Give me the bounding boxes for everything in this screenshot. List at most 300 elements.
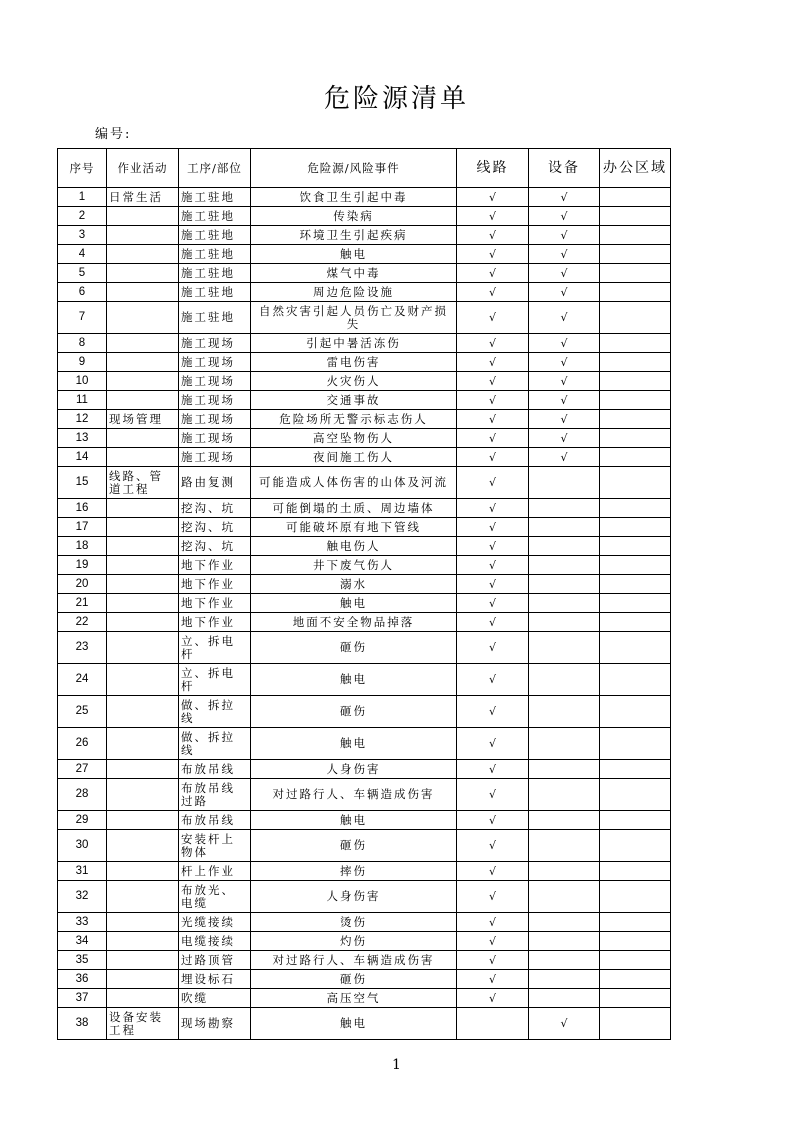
hazard-cell: 传染病: [251, 207, 457, 226]
activity-cell: [107, 448, 179, 467]
hazard-cell: 饮食卫生引起中毒: [251, 188, 457, 207]
table-row: [58, 264, 671, 283]
line-check: √: [457, 632, 529, 664]
row-number: 31: [58, 862, 107, 881]
equipment-check: [529, 537, 600, 556]
row-number: 5: [58, 264, 107, 283]
row-number: 23: [58, 632, 107, 664]
line-check: √: [457, 575, 529, 594]
process-cell: 施工现场: [179, 372, 251, 391]
activity-cell: [107, 245, 179, 264]
hazard-cell: 周边危险设施: [251, 283, 457, 302]
activity-cell: [107, 283, 179, 302]
equipment-check: [529, 467, 600, 499]
line-check: √: [457, 448, 529, 467]
office-check: [600, 518, 671, 537]
table-row: [58, 830, 671, 862]
activity-cell: [107, 556, 179, 575]
hazard-cell: 火灾伤人: [251, 372, 457, 391]
equipment-check: [529, 862, 600, 881]
process-cell: 光缆接续: [179, 913, 251, 932]
hazard-cell: 砸伤: [251, 970, 457, 989]
row-number: 2: [58, 207, 107, 226]
equipment-check: [529, 696, 600, 728]
line-check: √: [457, 499, 529, 518]
table-row: [58, 429, 671, 448]
hazard-cell: 触电: [251, 594, 457, 613]
equipment-check: √: [529, 226, 600, 245]
equipment-check: [529, 518, 600, 537]
activity-cell: [107, 207, 179, 226]
office-check: [600, 207, 671, 226]
equipment-check: √: [529, 353, 600, 372]
row-number: 20: [58, 575, 107, 594]
office-check: [600, 302, 671, 334]
table-row: [58, 245, 671, 264]
activity-cell: [107, 613, 179, 632]
line-check: √: [457, 989, 529, 1008]
process-cell: 施工现场: [179, 410, 251, 429]
process-cell: 施工驻地: [179, 264, 251, 283]
office-check: [600, 410, 671, 429]
process-cell: 布放光、电缆: [179, 881, 251, 913]
row-number: 29: [58, 811, 107, 830]
office-check: [600, 1008, 671, 1040]
process-cell: 安装杆上物体: [179, 830, 251, 862]
activity-cell: [107, 302, 179, 334]
process-cell: 施工驻地: [179, 245, 251, 264]
hazard-cell: 对过路行人、车辆造成伤害: [251, 951, 457, 970]
activity-cell: [107, 830, 179, 862]
table-row: [58, 226, 671, 245]
hazard-cell: 灼伤: [251, 932, 457, 951]
activity-cell: [107, 664, 179, 696]
activity-cell: [107, 334, 179, 353]
office-check: [600, 779, 671, 811]
hazard-cell: 触电: [251, 1008, 457, 1040]
row-number: 21: [58, 594, 107, 613]
table-row: [58, 283, 671, 302]
table-row: [58, 537, 671, 556]
equipment-check: [529, 970, 600, 989]
row-number: 26: [58, 728, 107, 760]
process-cell: 布放吊线: [179, 760, 251, 779]
row-number: 30: [58, 830, 107, 862]
table-row: [58, 613, 671, 632]
line-check: √: [457, 760, 529, 779]
hazard-cell: 交通事故: [251, 391, 457, 410]
row-number: 16: [58, 499, 107, 518]
office-check: [600, 334, 671, 353]
activity-cell: [107, 970, 179, 989]
row-number: 6: [58, 283, 107, 302]
line-check: √: [457, 245, 529, 264]
equipment-check: [529, 575, 600, 594]
office-check: [600, 429, 671, 448]
activity-cell: [107, 989, 179, 1008]
activity-cell: [107, 518, 179, 537]
process-cell: 布放吊线过路: [179, 779, 251, 811]
hazard-cell: 可能倒塌的土质、周边墙体: [251, 499, 457, 518]
process-cell: 杆上作业: [179, 862, 251, 881]
activity-cell: [107, 372, 179, 391]
line-check: √: [457, 429, 529, 448]
row-number: 24: [58, 664, 107, 696]
activity-cell: [107, 811, 179, 830]
equipment-check: √: [529, 448, 600, 467]
equipment-check: √: [529, 334, 600, 353]
hazard-cell: 触电: [251, 728, 457, 760]
table-row: [58, 862, 671, 881]
office-check: [600, 696, 671, 728]
col-header-hazard: 危险源/风险事件: [251, 149, 457, 188]
hazard-cell: 触电: [251, 811, 457, 830]
row-number: 15: [58, 467, 107, 499]
office-check: [600, 830, 671, 862]
activity-cell: [107, 632, 179, 664]
process-cell: 埋设标石: [179, 970, 251, 989]
equipment-check: √: [529, 391, 600, 410]
table-row: [58, 728, 671, 760]
equipment-check: √: [529, 429, 600, 448]
hazard-cell: 危险场所无警示标志伤人: [251, 410, 457, 429]
col-header-equipment: 设备: [529, 149, 600, 188]
equipment-check: √: [529, 302, 600, 334]
equipment-check: [529, 613, 600, 632]
table-row: [58, 664, 671, 696]
process-cell: 挖沟、坑: [179, 499, 251, 518]
row-number: 34: [58, 932, 107, 951]
page-title: 危险源清单: [323, 84, 469, 114]
office-check: [600, 728, 671, 760]
activity-cell: [107, 951, 179, 970]
activity-cell: [107, 594, 179, 613]
row-number: 19: [58, 556, 107, 575]
row-number: 17: [58, 518, 107, 537]
line-check: √: [457, 594, 529, 613]
equipment-check: [529, 632, 600, 664]
hazard-cell: 砸伤: [251, 696, 457, 728]
activity-cell: [107, 932, 179, 951]
office-check: [600, 499, 671, 518]
activity-cell: [107, 264, 179, 283]
hazard-cell: 高空坠物伤人: [251, 429, 457, 448]
table-row: [58, 632, 671, 664]
hazard-table: [57, 148, 671, 1040]
office-check: [600, 372, 671, 391]
hazard-cell: 对过路行人、车辆造成伤害: [251, 779, 457, 811]
activity-cell: [107, 862, 179, 881]
process-cell: 立、拆电杆: [179, 632, 251, 664]
equipment-check: √: [529, 372, 600, 391]
table-row: [58, 207, 671, 226]
process-cell: 施工驻地: [179, 207, 251, 226]
process-cell: 做、拆拉线: [179, 696, 251, 728]
process-cell: 施工驻地: [179, 302, 251, 334]
equipment-check: [529, 881, 600, 913]
activity-cell: [107, 391, 179, 410]
activity-cell: [107, 429, 179, 448]
line-check: √: [457, 613, 529, 632]
table-row: [58, 372, 671, 391]
process-cell: 立、拆电杆: [179, 664, 251, 696]
row-number: 14: [58, 448, 107, 467]
row-number: 13: [58, 429, 107, 448]
process-cell: 电缆接续: [179, 932, 251, 951]
line-check: √: [457, 970, 529, 989]
process-cell: 地下作业: [179, 556, 251, 575]
process-cell: 过路顶管: [179, 951, 251, 970]
col-header-activity: 作业活动: [107, 149, 179, 188]
process-cell: 地下作业: [179, 575, 251, 594]
table-header-row: [58, 149, 671, 188]
table-row: [58, 518, 671, 537]
hazard-cell: 烫伤: [251, 913, 457, 932]
col-header-process: 工序/部位: [179, 149, 251, 188]
equipment-check: [529, 728, 600, 760]
line-check: √: [457, 353, 529, 372]
line-check: √: [457, 518, 529, 537]
table-row: [58, 1008, 671, 1040]
line-check: √: [457, 811, 529, 830]
line-check: √: [457, 334, 529, 353]
hazard-cell: 人身伤害: [251, 881, 457, 913]
row-number: 11: [58, 391, 107, 410]
hazard-cell: 可能造成人体伤害的山体及河流: [251, 467, 457, 499]
process-cell: 吹缆: [179, 989, 251, 1008]
line-check: √: [457, 556, 529, 575]
equipment-check: [529, 664, 600, 696]
activity-cell: [107, 760, 179, 779]
process-cell: 施工现场: [179, 334, 251, 353]
office-check: [600, 188, 671, 207]
equipment-check: [529, 556, 600, 575]
activity-cell: [107, 913, 179, 932]
hazard-cell: 触电: [251, 664, 457, 696]
process-cell: 现场勘察: [179, 1008, 251, 1040]
office-check: [600, 391, 671, 410]
line-check: √: [457, 779, 529, 811]
office-check: [600, 353, 671, 372]
table-row: [58, 448, 671, 467]
activity-cell: 日常生活: [107, 188, 179, 207]
table-row: [58, 556, 671, 575]
table-row: [58, 391, 671, 410]
office-check: [600, 760, 671, 779]
equipment-check: [529, 779, 600, 811]
hazard-cell: 雷电伤害: [251, 353, 457, 372]
equipment-check: [529, 830, 600, 862]
office-check: [600, 283, 671, 302]
row-number: 32: [58, 881, 107, 913]
hazard-cell: 地面不安全物品掉落: [251, 613, 457, 632]
line-check: √: [457, 664, 529, 696]
hazard-cell: 触电伤人: [251, 537, 457, 556]
hazard-cell: 环境卫生引起疾病: [251, 226, 457, 245]
row-number: 10: [58, 372, 107, 391]
process-cell: 布放吊线: [179, 811, 251, 830]
line-check: √: [457, 302, 529, 334]
office-check: [600, 467, 671, 499]
table-row: [58, 951, 671, 970]
activity-cell: [107, 881, 179, 913]
row-number: 38: [58, 1008, 107, 1040]
hazard-cell: 溺水: [251, 575, 457, 594]
activity-cell: [107, 537, 179, 556]
hazard-cell: 可能破坏原有地下管线: [251, 518, 457, 537]
line-check: √: [457, 830, 529, 862]
row-number: 8: [58, 334, 107, 353]
office-check: [600, 664, 671, 696]
office-check: [600, 632, 671, 664]
row-number: 22: [58, 613, 107, 632]
process-cell: 施工现场: [179, 448, 251, 467]
line-check: √: [457, 913, 529, 932]
process-cell: 做、拆拉线: [179, 728, 251, 760]
process-cell: 地下作业: [179, 594, 251, 613]
hazard-cell: 自然灾害引起人员伤亡及财产损失: [251, 302, 457, 334]
line-check: √: [457, 410, 529, 429]
col-header-office: 办公区域: [600, 149, 671, 188]
hazard-cell: 高压空气: [251, 989, 457, 1008]
office-check: [600, 881, 671, 913]
equipment-check: [529, 989, 600, 1008]
line-check: √: [457, 283, 529, 302]
table-body: [58, 188, 671, 1040]
office-check: [600, 951, 671, 970]
equipment-check: [529, 913, 600, 932]
process-cell: 施工现场: [179, 429, 251, 448]
row-number: 33: [58, 913, 107, 932]
row-number: 7: [58, 302, 107, 334]
office-check: [600, 811, 671, 830]
table-row: [58, 594, 671, 613]
line-check: √: [457, 696, 529, 728]
line-check: √: [457, 951, 529, 970]
process-cell: 施工驻地: [179, 226, 251, 245]
row-number: 1: [58, 188, 107, 207]
office-check: [600, 226, 671, 245]
activity-cell: [107, 728, 179, 760]
equipment-check: √: [529, 264, 600, 283]
hazard-cell: 摔伤: [251, 862, 457, 881]
office-check: [600, 594, 671, 613]
col-header-line: 线路: [457, 149, 529, 188]
process-cell: 施工现场: [179, 391, 251, 410]
equipment-check: √: [529, 188, 600, 207]
activity-cell: [107, 353, 179, 372]
table-row: [58, 779, 671, 811]
equipment-check: √: [529, 283, 600, 302]
office-check: [600, 932, 671, 951]
line-check: √: [457, 207, 529, 226]
hazard-cell: 砸伤: [251, 830, 457, 862]
activity-cell: [107, 575, 179, 594]
table-row: [58, 410, 671, 429]
table-row: [58, 932, 671, 951]
row-number: 4: [58, 245, 107, 264]
activity-cell: 现场管理: [107, 410, 179, 429]
line-check: √: [457, 226, 529, 245]
equipment-check: [529, 811, 600, 830]
line-check: √: [457, 881, 529, 913]
row-number: 37: [58, 989, 107, 1008]
hazard-cell: 夜间施工伤人: [251, 448, 457, 467]
line-check: √: [457, 372, 529, 391]
process-cell: 施工驻地: [179, 283, 251, 302]
hazard-cell: 砸伤: [251, 632, 457, 664]
table-row: [58, 970, 671, 989]
line-check: √: [457, 537, 529, 556]
activity-cell: [107, 499, 179, 518]
equipment-check: [529, 932, 600, 951]
office-check: [600, 862, 671, 881]
table-row: [58, 760, 671, 779]
activity-cell: [107, 779, 179, 811]
hazard-cell: 触电: [251, 245, 457, 264]
office-check: [600, 970, 671, 989]
line-check: √: [457, 188, 529, 207]
equipment-check: [529, 951, 600, 970]
office-check: [600, 556, 671, 575]
office-check: [600, 448, 671, 467]
row-number: 27: [58, 760, 107, 779]
line-check: [457, 1008, 529, 1040]
line-check: √: [457, 467, 529, 499]
office-check: [600, 989, 671, 1008]
equipment-check: √: [529, 207, 600, 226]
doc-number-label: 编号:: [95, 127, 132, 142]
hazard-cell: 井下废气伤人: [251, 556, 457, 575]
equipment-check: [529, 760, 600, 779]
row-number: 35: [58, 951, 107, 970]
table-row: [58, 334, 671, 353]
table-row: [58, 989, 671, 1008]
office-check: [600, 575, 671, 594]
process-cell: 施工驻地: [179, 188, 251, 207]
line-check: √: [457, 862, 529, 881]
equipment-check: √: [529, 410, 600, 429]
equipment-check: [529, 499, 600, 518]
office-check: [600, 245, 671, 264]
hazard-cell: 人身伤害: [251, 760, 457, 779]
activity-cell: 线路、管道工程: [107, 467, 179, 499]
office-check: [600, 537, 671, 556]
process-cell: 路由复测: [179, 467, 251, 499]
process-cell: 施工现场: [179, 353, 251, 372]
table-row: [58, 913, 671, 932]
table-row: [58, 696, 671, 728]
row-number: 28: [58, 779, 107, 811]
office-check: [600, 913, 671, 932]
line-check: √: [457, 264, 529, 283]
table-row: [58, 881, 671, 913]
hazard-cell: 煤气中毒: [251, 264, 457, 283]
table-row: [58, 811, 671, 830]
row-number: 9: [58, 353, 107, 372]
office-check: [600, 613, 671, 632]
row-number: 36: [58, 970, 107, 989]
table-row: [58, 499, 671, 518]
activity-cell: [107, 696, 179, 728]
row-number: 3: [58, 226, 107, 245]
page-number: 1: [392, 1057, 401, 1073]
table-row: [58, 353, 671, 372]
table-row: [58, 575, 671, 594]
activity-cell: 设备安装工程: [107, 1008, 179, 1040]
equipment-check: √: [529, 1008, 600, 1040]
table-row: [58, 467, 671, 499]
